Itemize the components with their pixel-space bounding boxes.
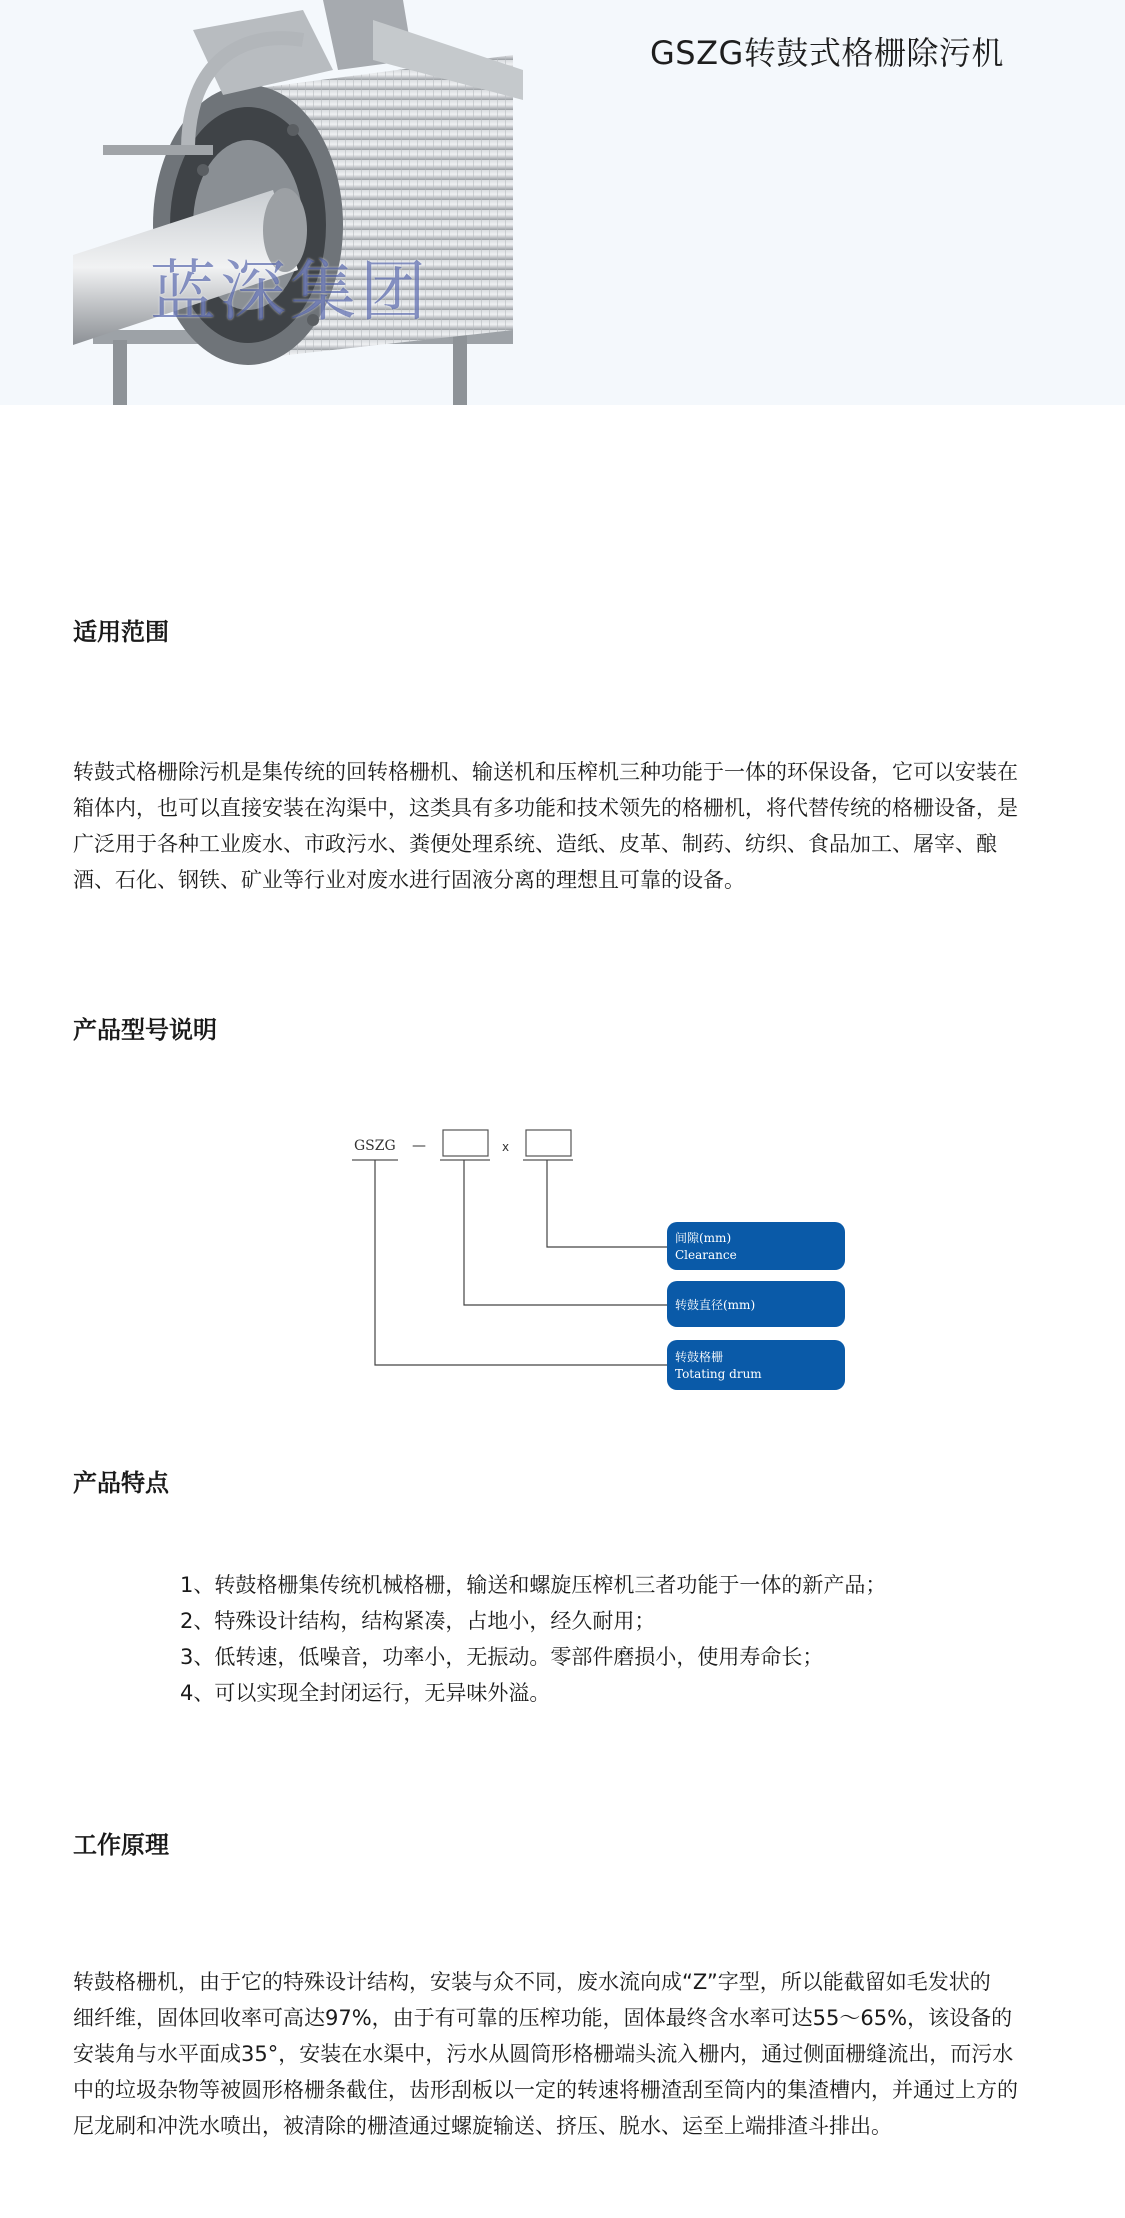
label-rotating-drum — [667, 1340, 845, 1390]
scope-line: 箱体内，也可以直接安装在沟渠中，这类具有多功能和技术领先的格栅机，将代替传统的格栅设备，是 — [73, 796, 1018, 820]
scope-line: 广泛用于各种工业废水、市政污水、粪便处理系统、造纸、皮革、制药、纺织、食品加工、屠宰、酿 — [73, 832, 997, 856]
label-diameter-cn: 转鼓直径(mm) — [675, 1298, 756, 1312]
diameter-box — [443, 1130, 488, 1156]
label-clearance-cn: 间隙(mm) — [675, 1231, 732, 1245]
principle-line: 安装角与水平面成35°，安装在水渠中，污水从圆筒形格栅端头流入栅内，通过侧面栅缝流出，而污水 — [73, 2042, 1014, 2066]
label-clearance — [667, 1222, 845, 1270]
section-heading-features: 产品特点 — [73, 1469, 169, 1497]
brand-watermark: 蓝深集团 — [150, 253, 430, 330]
label-drum-cn: 转鼓格栅 — [675, 1350, 724, 1364]
model-dash: — — [412, 1138, 426, 1154]
section-heading-scope: 适用范围 — [73, 618, 169, 646]
principle-paragraph — [73, 1964, 1058, 2144]
clearance-box — [526, 1130, 571, 1156]
product-title: GSZG转鼓式格栅除污机 — [650, 34, 1004, 72]
principle-line: 细纤维，固体回收率可高达97%，由于有可靠的压榨功能，固体最终含水率可达55～65%，该设备的 — [73, 2006, 1013, 2030]
scope-line: 酒、石化、钢铁、矿业等行业对废水进行固液分离的理想且可靠的设备。 — [73, 868, 745, 892]
feature-item: 4、可以实现全封闭运行，无异味外溢。 — [180, 1681, 551, 1705]
label-clearance-en: Clearance — [675, 1248, 737, 1262]
principle-line: 中的垃圾杂物等被圆形格栅条截住，齿形刮板以一定的转速将栅渣刮至筒内的集渣槽内，并通过上方的 — [73, 2078, 1018, 2102]
model-prefix: GSZG — [354, 1138, 396, 1154]
label-drum-diameter — [667, 1281, 845, 1327]
section-heading-model: 产品型号说明 — [73, 1016, 217, 1044]
features-list — [180, 1567, 886, 1711]
model-code-diagram — [340, 1115, 860, 1415]
feature-item: 2、特殊设计结构，结构紧凑，占地小，经久耐用； — [180, 1609, 656, 1633]
principle-line: 尼龙刷和冲洗水喷出，被清除的栅渣通过螺旋输送、挤压、脱水、运至上端排渣斗排出。 — [73, 2114, 892, 2138]
scope-paragraph — [73, 754, 1058, 898]
scope-line: 转鼓式格栅除污机是集传统的回转格栅机、输送机和压榨机三种功能于一体的环保设备，它可以安装在 — [73, 760, 1018, 784]
feature-item: 3、低转速，低噪音，功率小，无振动。零部件磨损小，使用寿命长； — [180, 1645, 824, 1669]
section-heading-principle: 工作原理 — [73, 1831, 169, 1859]
feature-item: 1、转鼓格栅集传统机械格栅，输送和螺旋压榨机三者功能于一体的新产品； — [180, 1573, 887, 1597]
label-drum-en: Totating drum — [675, 1367, 762, 1381]
hero-banner — [0, 0, 1125, 405]
principle-line: 转鼓格栅机，由于它的特殊设计结构，安装与众不同，废水流向成“Z”字型，所以能截留如毛发状的 — [73, 1970, 991, 1994]
product-photo — [73, 0, 523, 405]
model-times: x — [502, 1140, 510, 1154]
